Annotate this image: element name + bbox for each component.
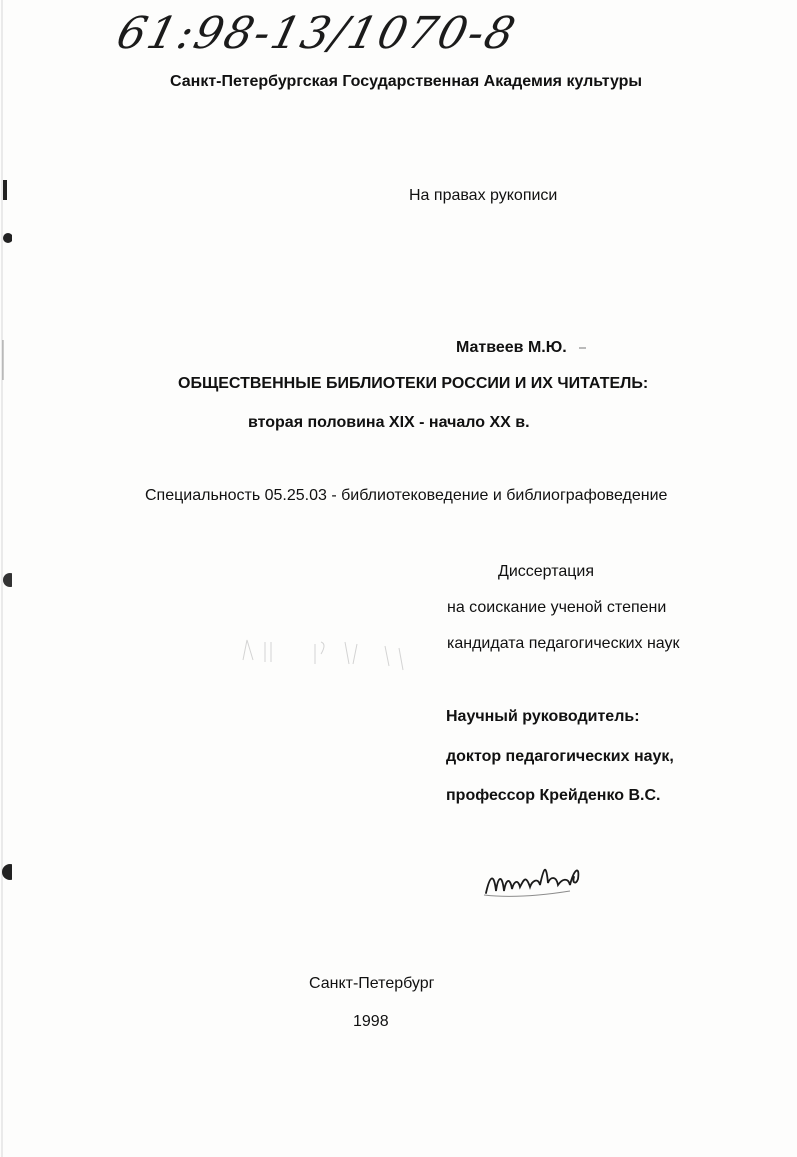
supervisor-name: профессор Крейденко В.С. xyxy=(446,787,661,804)
specialty-line: Специальность 05.25.03 - библиотековедение и библиографоведение xyxy=(145,487,668,504)
degree-line-1: Диссертация xyxy=(498,563,595,580)
rights-note: На правах рукописи xyxy=(409,187,558,204)
degree-line-3: кандидата педагогических наук xyxy=(447,635,680,652)
supervisor-degree: доктор педагогических наук, xyxy=(446,748,674,765)
archive-code-handwritten: 61:98-13/1070-8 xyxy=(111,8,522,59)
faint-stamp-marks xyxy=(235,630,435,680)
degree-line-2: на соискание ученой степени xyxy=(447,599,667,616)
institution-name: Санкт-Петербургская Государственная Академия культуры xyxy=(170,73,643,90)
author-signature xyxy=(480,855,600,905)
margin-dash xyxy=(578,344,590,352)
supervisor-heading: Научный руководитель: xyxy=(446,708,640,725)
scan-edge-artifacts xyxy=(0,0,12,1157)
author-name: Матвеев М.Ю. xyxy=(456,339,567,356)
dissertation-title: ОБЩЕСТВЕННЫЕ БИБЛИОТЕКИ РОССИИ И ИХ ЧИТАТЕЛЬ: xyxy=(178,375,649,392)
year: 1998 xyxy=(353,1013,389,1030)
city: Санкт-Петербург xyxy=(309,975,435,992)
dissertation-subtitle: вторая половина XIX - начало XX в. xyxy=(248,414,530,431)
